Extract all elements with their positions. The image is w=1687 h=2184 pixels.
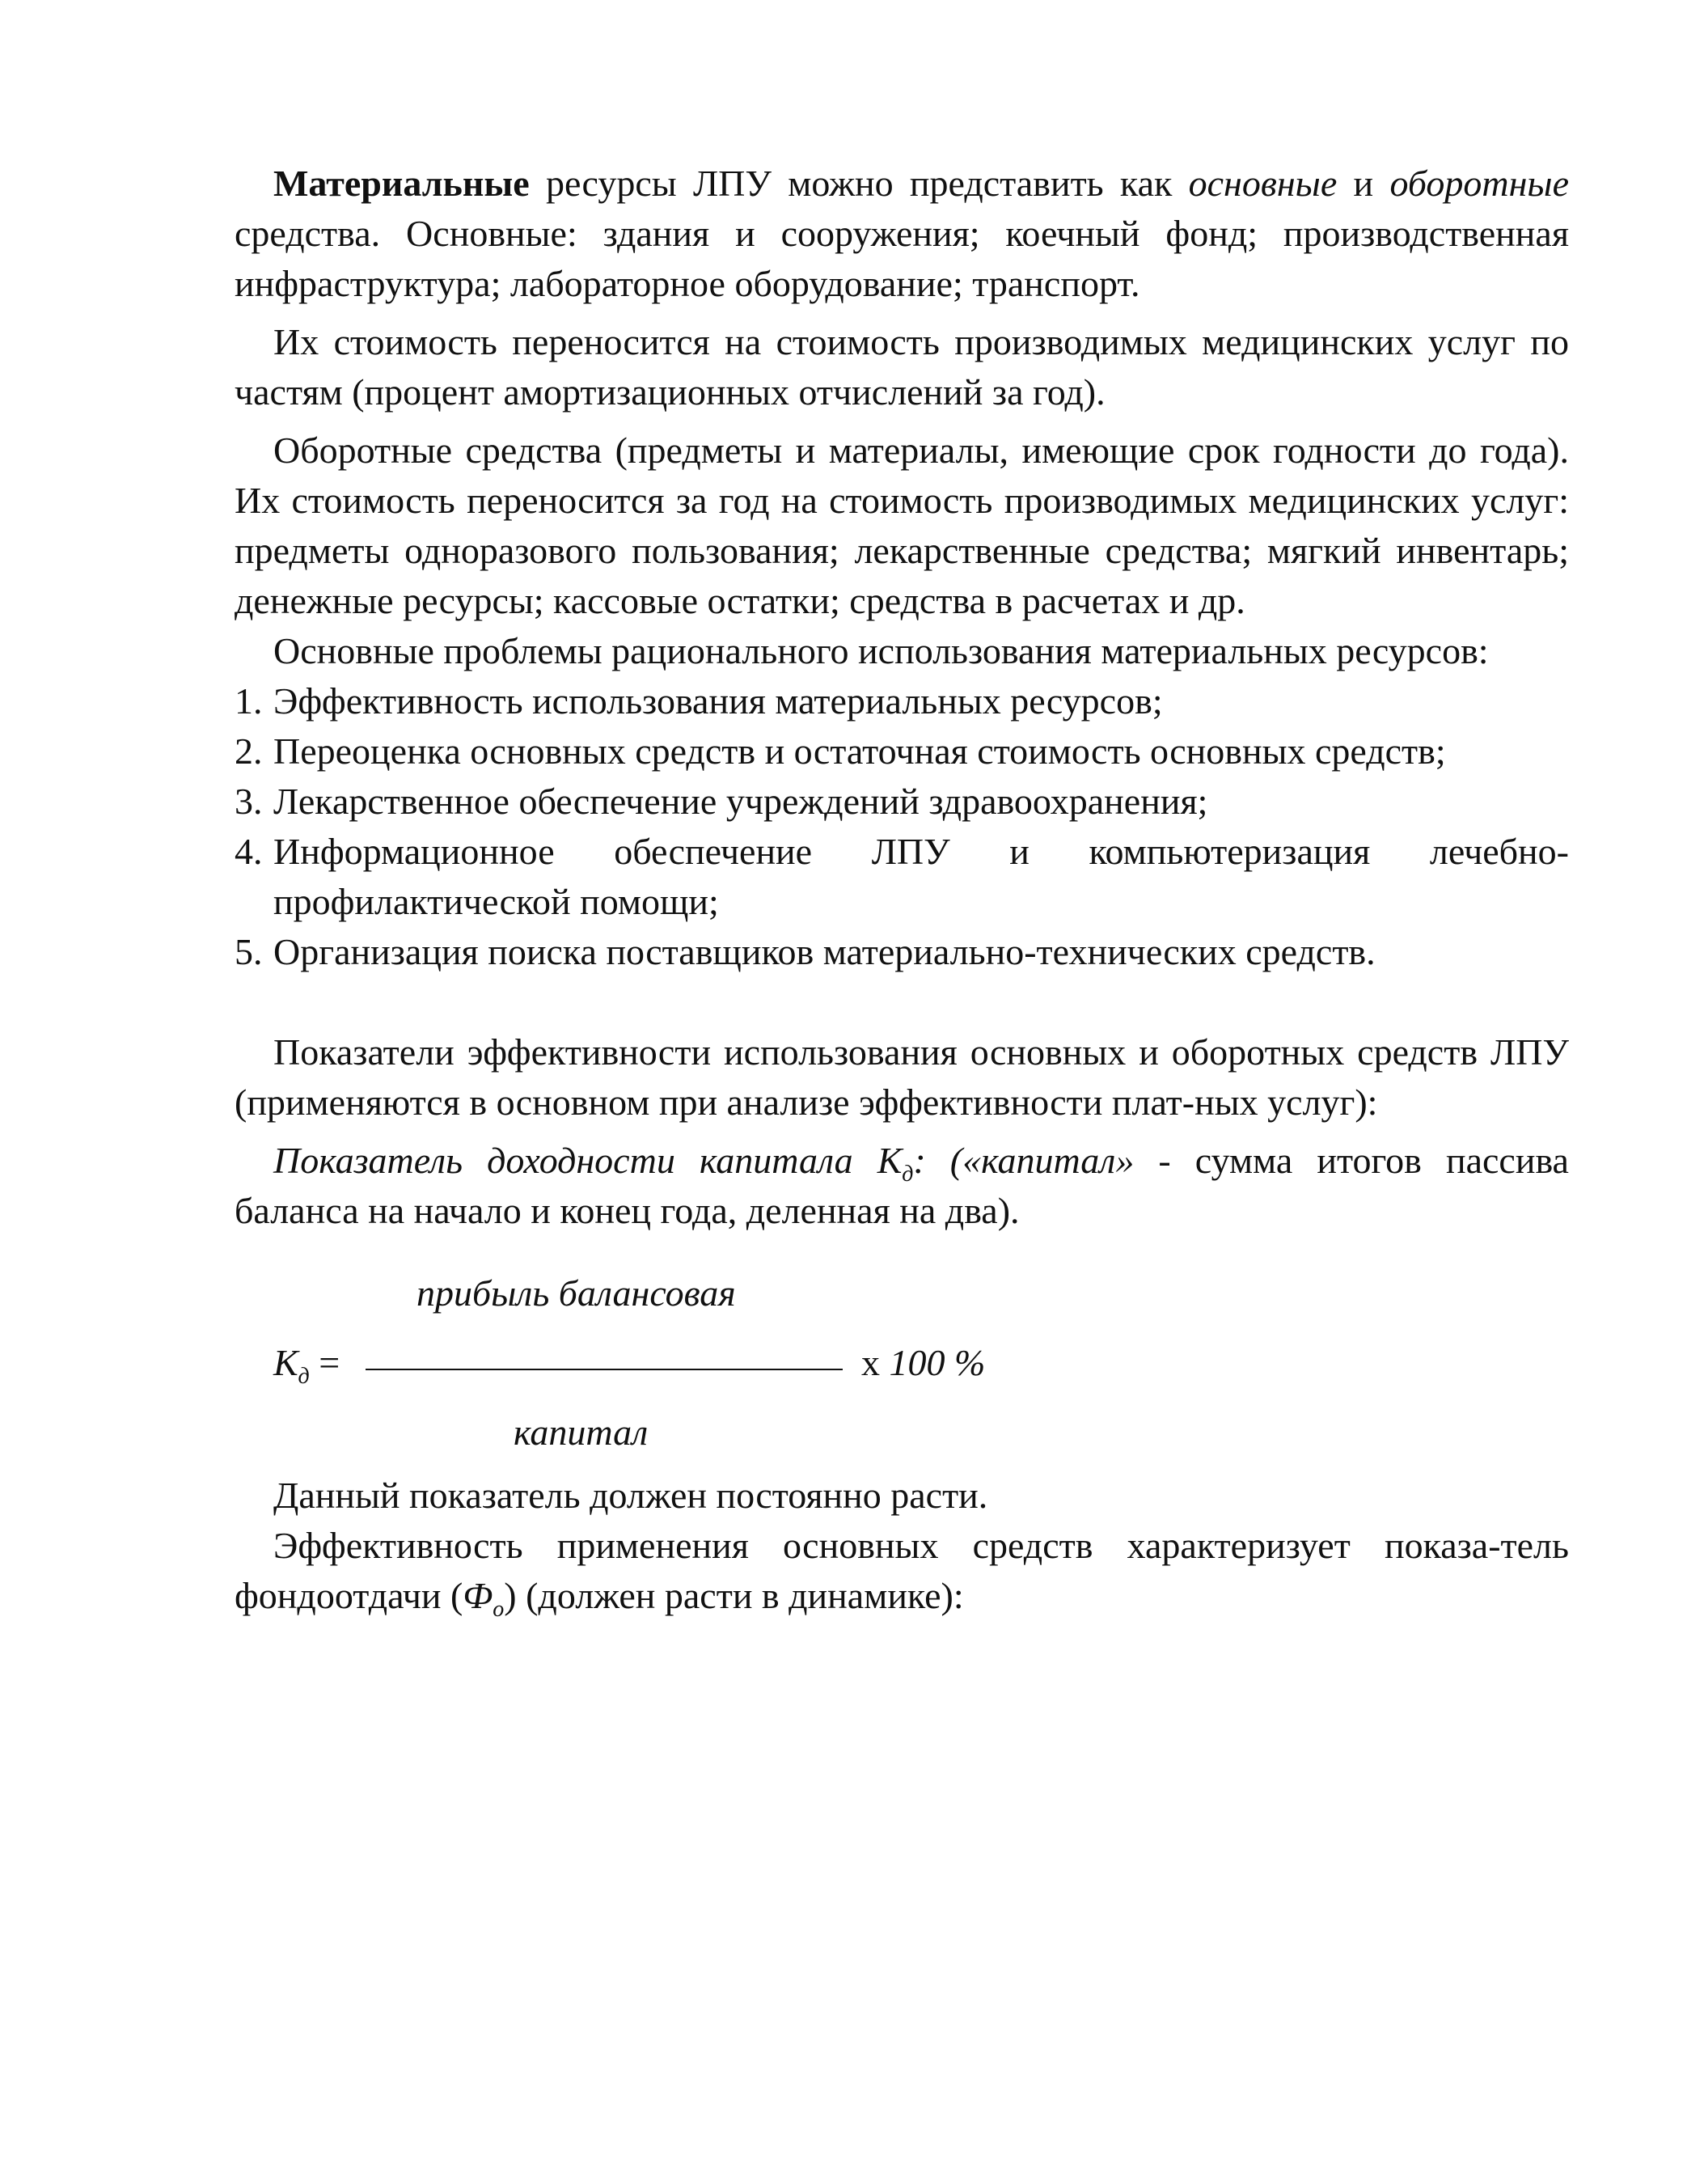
capital-yield-formula	[235, 1268, 1569, 1471]
list-item: 5. Организация поиска поставщиков материально-технических средств.	[235, 931, 1376, 972]
paragraph-depreciation: Их стоимость переносится на стоимость производимых медицинских услуг по частям (процент амортизационных отчислений за год).	[235, 321, 1569, 413]
formula-numerator: прибыль балансовая	[416, 1272, 736, 1314]
paragraph-should-grow: Данный показатель должен постоянно расти.	[273, 1475, 988, 1516]
list-item: 4. Информационное обеспечение ЛПУ и компьютеризация лечебно-профилактической помощи;	[235, 831, 1569, 922]
paragraph-working-capital: Оборотные средства (предметы и материалы, имеющие срок годности до года). Их стоимость переносится за год на стоимость производимых медицинских услуг: предметы одноразового пользования; лекарственные средства; мягкий инвентарь; денежные ресурсы; кассовые остатки; средства в расчетах и др.	[235, 430, 1569, 621]
paragraph-asset-return: Эффективность применения основных средств характеризует показа-тель фондоотдачи $(Ф_о)$ (должен расти в динамике):	[235, 1525, 1569, 1622]
formula-denominator: капитал	[514, 1412, 649, 1453]
list-item: 2. Переоценка основных средств и остаточная стоимость основных средств;	[235, 730, 1446, 772]
paragraph-problems-intro: Основные проблемы рационального использования материальных ресурсов:	[273, 630, 1489, 671]
paragraph-capital-yield: Показатель доходности капитала $К_д$: («капитал» - сумма итогов пассива баланса на начало и конец года, деленная на два).	[235, 1140, 1569, 1231]
term-material: Материальные	[273, 163, 530, 204]
list-item: 3. Лекарственное обеспечение учреждений здравоохранения;	[235, 781, 1208, 822]
paragraph-indicators: Показатели эффективности использования основных и оборотных средств ЛПУ (применяются в основном при анализе эффективности плат-ных услуг):	[235, 1031, 1569, 1123]
problems-list	[235, 676, 1569, 977]
fraction-bar	[366, 1369, 843, 1370]
document-body	[235, 159, 1569, 1621]
formula-multiplier: х 100 %	[861, 1342, 986, 1383]
formula-lhs: $К_д$ =	[273, 1342, 340, 1389]
list-item: 1. Эффективность использования материальных ресурсов;	[235, 680, 1163, 722]
paragraph-material-resources: Материальные ресурсы ЛПУ можно представить как основные и оборотные средства. Основные: здания и сооружения; коечный фонд; производственная инфраструктура; лабораторное оборудование; транспорт.	[235, 163, 1569, 304]
